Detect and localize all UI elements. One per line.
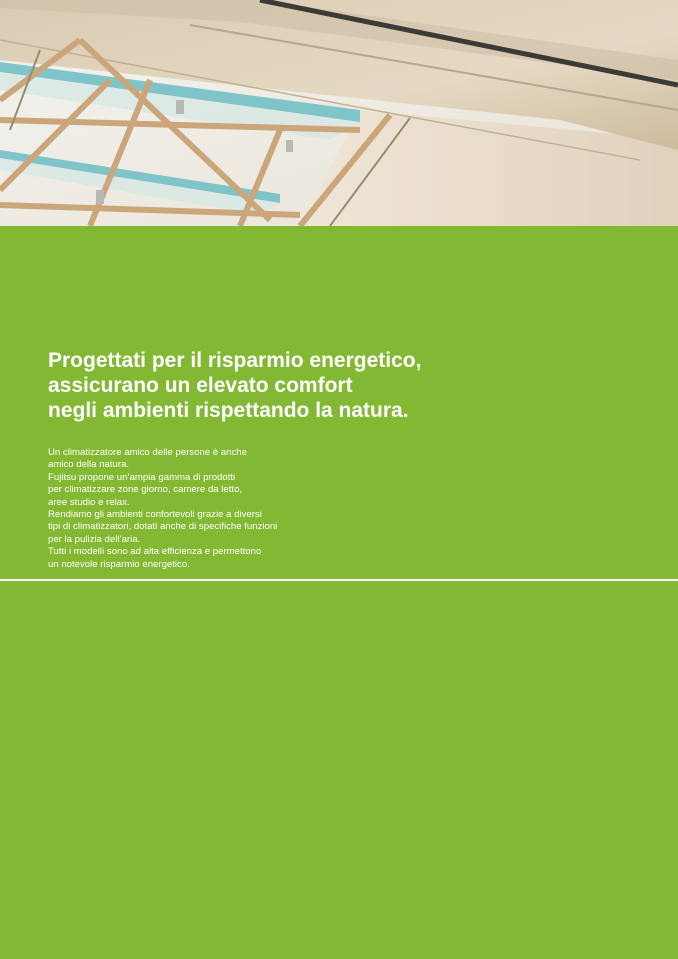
headline-line-3: negli ambienti rispettando la natura.	[48, 399, 409, 422]
body-line: per climatizzare zone giorno, camere da letto,	[48, 484, 243, 496]
body-line: Un climatizzatore amico delle persone è anche	[48, 447, 247, 458]
divider-rule	[0, 579, 678, 581]
body-line: tipi di climatizzatori, dotati anche di specifiche funzioni	[48, 521, 278, 533]
headline	[48, 348, 648, 423]
body-line: aree studio e relax.	[48, 496, 130, 508]
body-paragraph	[48, 447, 468, 571]
body-line: amico della natura.	[48, 459, 130, 471]
body-line: Rendiamo gli ambienti confortevoli grazie a diversi	[48, 509, 262, 521]
body-line: un notevole risparmio energetico.	[48, 558, 190, 570]
headline-line-2: assicurano un elevato comfort	[48, 374, 353, 397]
body-line: Fujitsu propone un’ampia gamma di prodotti	[48, 471, 236, 483]
body-line: per la pulizia dell’aria.	[48, 533, 141, 545]
architecture-photo	[0, 0, 678, 226]
body-line: Tutti i modelli sono ad alta efficienza e permettono	[48, 546, 262, 558]
headline-line-1: Progettati per il risparmio energetico,	[48, 349, 422, 372]
